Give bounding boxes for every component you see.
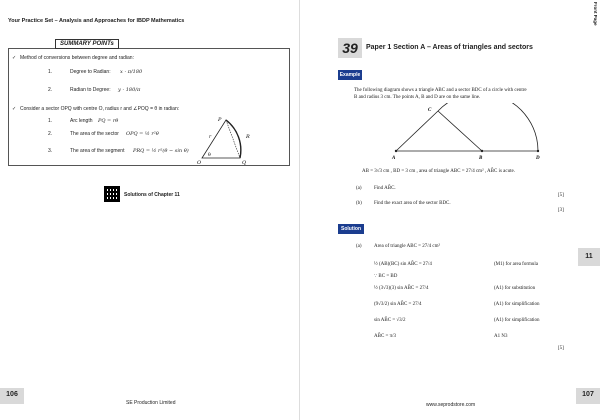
footer-publisher: SE Production Limited <box>126 400 176 406</box>
item-number: 2. <box>48 87 53 93</box>
part-b-marks: [3] <box>558 208 564 213</box>
label-b: B <box>479 156 483 161</box>
label-c: C <box>428 108 432 113</box>
right-page <box>300 0 600 420</box>
solution-marks: [5] <box>558 346 564 351</box>
solution-step: ∵ BC = BD <box>374 274 398 279</box>
arc-length-formula: PQ = rθ <box>98 118 119 124</box>
part-a-text: Find AB̂C. <box>374 186 396 191</box>
example-text-line2: B and radius 3 cm. The points A, B and D are on the same line. <box>354 95 481 100</box>
segment-area-formula: PRQ = ½ r²(θ − sin θ) <box>133 148 189 154</box>
solution-mark: (M1) for area formula <box>494 262 539 267</box>
page-number: 107 <box>576 388 600 404</box>
solution-part-label: (a) <box>356 244 362 249</box>
part-a-marks: [5] <box>558 193 564 198</box>
segment-area-label: The area of the segment <box>70 148 125 154</box>
check-icon: ✓ <box>12 106 17 112</box>
label-a: A <box>392 156 396 161</box>
item-number: 2. <box>48 131 53 137</box>
check-icon: ✓ <box>12 55 17 61</box>
solution-step: AB̂C = π/3 <box>374 334 397 339</box>
bullet-conversion: Method of conversions between degree and radian: <box>20 55 134 61</box>
qr-code[interactable] <box>104 186 120 202</box>
part-b-text: Find the exact area of the sector BDC. <box>374 201 451 206</box>
solution-step: ½ (3√3)(3) sin AB̂C = 27/4 <box>374 286 429 291</box>
qr-caption: Solutions of Chapter 11 <box>124 192 180 198</box>
label-theta: θ <box>208 153 211 158</box>
sector-area-formula: OPQ = ½ r²θ <box>126 131 159 137</box>
front-page-tab[interactable]: Front Page <box>593 2 598 26</box>
label-o: O <box>197 160 202 166</box>
solution-step: (9√3/2) sin AB̂C = 27/4 <box>374 302 422 307</box>
item-number: 3. <box>48 148 53 154</box>
example-label: Example <box>339 72 361 78</box>
radian-to-degree-label: Radian to Degree: <box>70 87 111 93</box>
degree-to-radian-formula: x ⋅ π/180 <box>120 69 143 75</box>
footer-website[interactable]: www.seprodstore.com <box>426 402 476 408</box>
solution-mark: (A1) for simplification <box>494 318 540 323</box>
solution-step: sin AB̂C = √3/2 <box>374 318 406 323</box>
solution-mark: (A1) for substitution <box>494 286 536 291</box>
label-r-point: R <box>246 134 250 140</box>
item-number: 1. <box>48 118 53 124</box>
bullet-sector: Consider a sector OPQ with centre O, radius r and ∠POQ = θ in radian: <box>20 106 180 112</box>
solution-label: Solution <box>338 224 364 234</box>
section-title: Paper 1 Section A – Areas of triangles and sectors <box>366 44 533 51</box>
solution-mark: (A1) for simplification <box>494 302 540 307</box>
part-b-label: (b) <box>356 201 362 206</box>
question-number: 39 <box>338 38 362 58</box>
chapter-side-tab[interactable]: 11 <box>578 248 600 266</box>
label-p: P <box>218 117 222 123</box>
label-d: D <box>536 156 540 161</box>
part-a-label: (a) <box>356 186 362 191</box>
solution-step: Area of triangle ABC = 27/4 cm² <box>374 244 440 249</box>
summary-title: SUMMARY POINTs <box>55 39 119 49</box>
sector-area-label: The area of the sector <box>70 131 119 137</box>
sector-diagram <box>196 114 254 166</box>
running-header: Your Practice Set – Analysis and Approaches for IBDP Mathematics <box>8 18 185 24</box>
triangle-sector-diagram <box>388 103 548 161</box>
solution-mark: A1 N3 <box>494 334 508 339</box>
arc-length-label: Arc length <box>70 118 93 124</box>
label-radius: r <box>209 135 212 140</box>
example-text-line1: The following diagram shows a triangle ABC and a sector BDC of a circle with centre <box>354 88 527 93</box>
degree-to-radian-label: Degree to Radian: <box>70 69 111 75</box>
item-number: 1. <box>48 69 53 75</box>
solution-step: ½ (AB)(BC) sin AB̂C = 27/4 <box>374 262 432 267</box>
page-number: 106 <box>0 388 24 404</box>
given-information: AB = 3√3 cm , BD = 3 cm , area of triangle ABC = 27/4 cm² , AB̂C is acute. <box>362 169 515 174</box>
label-q: Q <box>242 160 247 166</box>
radian-to-degree-formula: y ⋅ 180/π <box>118 87 141 93</box>
